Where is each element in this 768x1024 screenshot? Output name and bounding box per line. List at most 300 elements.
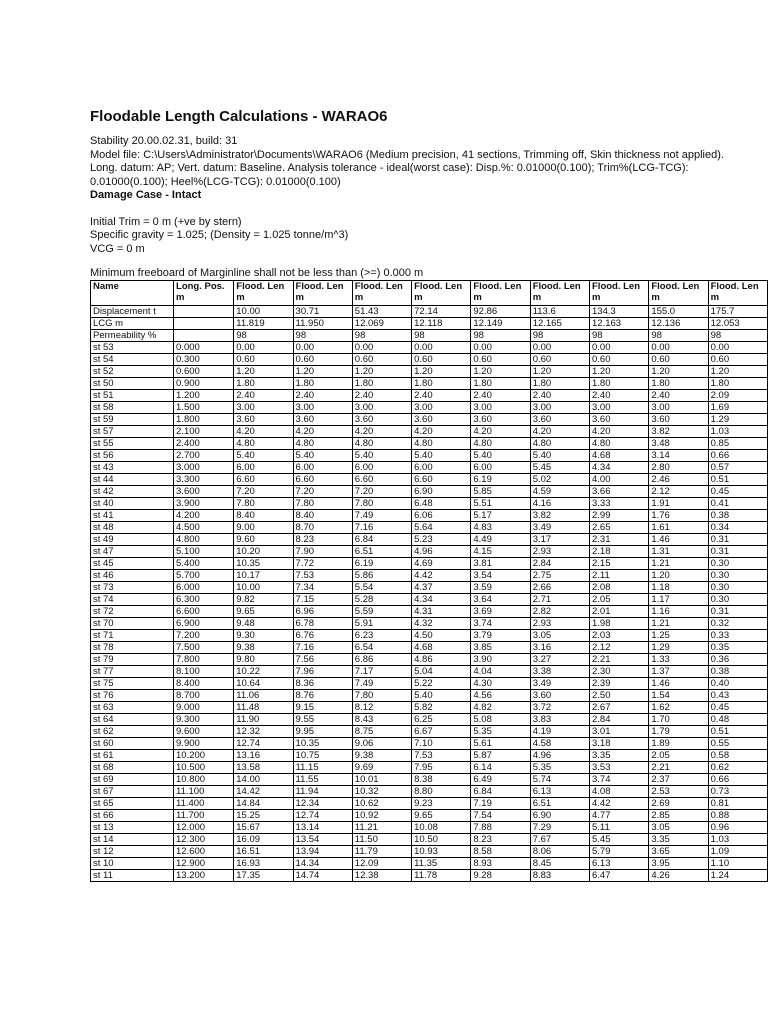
table-cell: 4.31 <box>412 606 471 618</box>
table-cell: 5.85 <box>471 486 530 498</box>
table-cell: 0.38 <box>708 510 767 522</box>
table-cell: 10.00 <box>234 582 293 594</box>
table-cell: 5.45 <box>590 834 649 846</box>
table-cell: 12.32 <box>234 726 293 738</box>
row-name-cell: st 45 <box>91 558 174 570</box>
table-cell: 1.98 <box>590 618 649 630</box>
table-cell: 2.99 <box>590 510 649 522</box>
table-cell: 7.49 <box>352 678 411 690</box>
column-header: Flood. Len m <box>234 281 293 306</box>
table-cell: 2.84 <box>530 558 589 570</box>
table-row <box>91 786 768 798</box>
table-cell: 8.23 <box>293 534 352 546</box>
table-cell: 2.82 <box>530 606 589 618</box>
table-cell: 2.11 <box>590 570 649 582</box>
table-cell: 9.65 <box>234 606 293 618</box>
table-cell: 30.71 <box>293 306 352 318</box>
table-cell: 11.700 <box>174 810 234 822</box>
table-cell: 2.01 <box>590 606 649 618</box>
table-cell: 1.54 <box>649 690 708 702</box>
table-cell: 7.80 <box>234 498 293 510</box>
table-cell: 8.36 <box>293 678 352 690</box>
table-cell: 3.95 <box>649 858 708 870</box>
table-cell: 2.15 <box>590 558 649 570</box>
table-cell: 11.06 <box>234 690 293 702</box>
table-cell: 4.16 <box>530 498 589 510</box>
table-cell: 10.93 <box>412 846 471 858</box>
table-cell: 4.26 <box>649 870 708 882</box>
table-cell: 5.91 <box>352 618 411 630</box>
table-cell: 2.40 <box>590 390 649 402</box>
row-name-cell: st 40 <box>91 498 174 510</box>
table-cell: 5.64 <box>412 522 471 534</box>
table-row <box>91 846 768 858</box>
table-cell: 98 <box>352 330 411 342</box>
table-row <box>91 702 768 714</box>
table-cell: 2.93 <box>530 618 589 630</box>
table-cell: 1.91 <box>649 498 708 510</box>
table-row <box>91 318 768 330</box>
table-cell: 3.72 <box>530 702 589 714</box>
column-header: Flood. Len m <box>530 281 589 306</box>
table-cell: 3.60 <box>530 414 589 426</box>
table-cell: 11.819 <box>234 318 293 330</box>
table-cell: 6.60 <box>234 474 293 486</box>
table-cell: 0.81 <box>708 798 767 810</box>
row-name-cell: st 78 <box>91 642 174 654</box>
table-row <box>91 402 768 414</box>
table-cell: 4.30 <box>471 678 530 690</box>
row-name-cell: st 66 <box>91 810 174 822</box>
table-cell: 6.13 <box>530 786 589 798</box>
table-cell: 1.70 <box>649 714 708 726</box>
table-cell: 6.90 <box>530 810 589 822</box>
table-cell: 134.3 <box>590 306 649 318</box>
table-cell: 2.37 <box>649 774 708 786</box>
table-cell: 2.31 <box>590 534 649 546</box>
table-cell: 4.80 <box>471 438 530 450</box>
table-cell: 0.41 <box>708 498 767 510</box>
table-cell: 2.40 <box>293 390 352 402</box>
table-cell: 4.96 <box>412 546 471 558</box>
table-cell: 7.16 <box>293 642 352 654</box>
table-cell: 0.36 <box>708 654 767 666</box>
table-cell: 1.80 <box>590 378 649 390</box>
row-name-cell: st 56 <box>91 450 174 462</box>
table-cell: 6.00 <box>412 462 471 474</box>
table-cell: 0.55 <box>708 738 767 750</box>
table-cell: 5.17 <box>471 510 530 522</box>
table-cell: 9.65 <box>412 810 471 822</box>
row-name-cell: st 61 <box>91 750 174 762</box>
table-cell: 14.34 <box>293 858 352 870</box>
table-cell: 8.75 <box>352 726 411 738</box>
table-cell: 2.69 <box>649 798 708 810</box>
table-row <box>91 450 768 462</box>
table-cell: 2.71 <box>530 594 589 606</box>
table-cell: 10.62 <box>352 798 411 810</box>
row-name-cell: st 53 <box>91 342 174 354</box>
table-cell: 0.66 <box>708 774 767 786</box>
column-header: Name <box>91 281 174 306</box>
table-cell: 5.02 <box>530 474 589 486</box>
table-cell: 11.15 <box>293 762 352 774</box>
table-cell: 8.93 <box>471 858 530 870</box>
marginline-note: Minimum freeboard of Marginline shall not be less than (>=) 0.000 m <box>90 267 424 279</box>
table-cell: 4.50 <box>412 630 471 642</box>
table-cell: 1.69 <box>708 402 767 414</box>
table-cell: 6.600 <box>174 606 234 618</box>
table-row <box>91 522 768 534</box>
table-cell: 98 <box>530 330 589 342</box>
table-row <box>91 642 768 654</box>
table-cell: 3.74 <box>590 774 649 786</box>
table-body <box>91 306 768 882</box>
table-cell: 5.40 <box>412 450 471 462</box>
table-cell: 9.38 <box>352 750 411 762</box>
table-cell: 8.40 <box>293 510 352 522</box>
table-cell: 4.00 <box>590 474 649 486</box>
row-name-cell: st 69 <box>91 774 174 786</box>
table-cell: 0.45 <box>708 702 767 714</box>
table-cell: 6.13 <box>590 858 649 870</box>
table-cell: 2.50 <box>590 690 649 702</box>
table-cell: 7.34 <box>293 582 352 594</box>
table-row <box>91 654 768 666</box>
table-cell: 1.80 <box>293 378 352 390</box>
table-cell: 4.96 <box>530 750 589 762</box>
table-cell: 4.20 <box>530 426 589 438</box>
table-cell: 7.67 <box>530 834 589 846</box>
table-cell: 5.82 <box>412 702 471 714</box>
table-cell: 7.56 <box>293 654 352 666</box>
table-cell: 5.35 <box>530 762 589 774</box>
table-cell: 0.51 <box>708 474 767 486</box>
table-cell: 9.600 <box>174 726 234 738</box>
table-cell: 0.96 <box>708 822 767 834</box>
table-cell: 5.700 <box>174 570 234 582</box>
table-cell: 12.900 <box>174 858 234 870</box>
row-name-cell: st 44 <box>91 474 174 486</box>
table-cell: 2.40 <box>649 390 708 402</box>
table-cell: 11.950 <box>293 318 352 330</box>
table-row <box>91 510 768 522</box>
table-cell: 12.165 <box>530 318 589 330</box>
table-cell: 51.43 <box>352 306 411 318</box>
table-cell: 1.21 <box>649 558 708 570</box>
row-name-cell: st 11 <box>91 870 174 882</box>
table-cell: 3.53 <box>590 762 649 774</box>
row-name-cell: st 70 <box>91 618 174 630</box>
table-cell: 2.40 <box>530 390 589 402</box>
table-cell: 12.118 <box>412 318 471 330</box>
analysis-info <box>90 135 730 256</box>
table-cell: 7.80 <box>293 498 352 510</box>
table-cell: 4.58 <box>530 738 589 750</box>
table-cell: 98 <box>649 330 708 342</box>
table-row <box>91 810 768 822</box>
stability-version: Stability 20.00.02.31, build: 31 <box>90 135 238 147</box>
table-cell: 6.19 <box>352 558 411 570</box>
table-cell: 1.18 <box>649 582 708 594</box>
table-cell: 12.74 <box>234 738 293 750</box>
table-cell: 7.200 <box>174 630 234 642</box>
table-cell: 4.59 <box>530 486 589 498</box>
table-row <box>91 630 768 642</box>
table-cell: 2.400 <box>174 438 234 450</box>
column-header: Flood. Len m <box>412 281 471 306</box>
table-cell: 98 <box>708 330 767 342</box>
table-cell: 16.93 <box>234 858 293 870</box>
row-name-cell: st 71 <box>91 630 174 642</box>
table-cell: 0.00 <box>234 342 293 354</box>
table-cell: 0.66 <box>708 450 767 462</box>
table-cell: 6.84 <box>471 786 530 798</box>
table-cell: 6.19 <box>471 474 530 486</box>
table-cell: 1.17 <box>649 594 708 606</box>
table-cell: 3.05 <box>649 822 708 834</box>
table-row <box>91 462 768 474</box>
table-cell: 4.80 <box>352 438 411 450</box>
table-cell: 5.28 <box>352 594 411 606</box>
table-cell: 0.60 <box>293 354 352 366</box>
table-cell: 2.08 <box>590 582 649 594</box>
row-name-cell: st 62 <box>91 726 174 738</box>
row-name-cell: st 42 <box>91 486 174 498</box>
table-cell: 3.27 <box>530 654 589 666</box>
table-cell: 3.00 <box>293 402 352 414</box>
table-cell: 5.61 <box>471 738 530 750</box>
table-cell: 4.69 <box>412 558 471 570</box>
table-cell: 2.53 <box>649 786 708 798</box>
table-cell: 2.03 <box>590 630 649 642</box>
row-name-cell: st 75 <box>91 678 174 690</box>
table-cell: 4.80 <box>234 438 293 450</box>
table-cell: 4.80 <box>412 438 471 450</box>
initial-trim: Initial Trim = 0 m (+ve by stern) <box>90 215 242 228</box>
table-cell: 4.80 <box>530 438 589 450</box>
table-cell: 7.96 <box>293 666 352 678</box>
table-cell: 7.20 <box>293 486 352 498</box>
table-cell: 5.54 <box>352 582 411 594</box>
row-name-cell: st 54 <box>91 354 174 366</box>
table-cell: 0.45 <box>708 486 767 498</box>
table-cell: 7.10 <box>412 738 471 750</box>
table-cell: 0.00 <box>649 342 708 354</box>
table-cell: 3.60 <box>293 414 352 426</box>
table-cell: 2.40 <box>352 390 411 402</box>
table-cell: 5.22 <box>412 678 471 690</box>
table-cell: 7.29 <box>530 822 589 834</box>
table-cell: 4.20 <box>412 426 471 438</box>
row-name-cell: st 57 <box>91 426 174 438</box>
column-header: Flood. Len m <box>293 281 352 306</box>
table-cell: 9.28 <box>471 870 530 882</box>
table-cell: 7.53 <box>293 570 352 582</box>
table-cell: 6.23 <box>352 630 411 642</box>
table-cell: 2.18 <box>590 546 649 558</box>
table-cell: 8.45 <box>530 858 589 870</box>
table-cell: 7.19 <box>471 798 530 810</box>
table-cell: 3.83 <box>530 714 589 726</box>
table-row <box>91 390 768 402</box>
table-cell: 0.00 <box>352 342 411 354</box>
table-cell: 10.35 <box>234 558 293 570</box>
column-header: Flood. Len m <box>590 281 649 306</box>
table-cell: 6.90 <box>412 486 471 498</box>
table-cell: 1.20 <box>412 366 471 378</box>
table-cell: 5.79 <box>590 846 649 858</box>
table-cell: 14.84 <box>234 798 293 810</box>
table-cell: 6.60 <box>352 474 411 486</box>
table-cell: 4.32 <box>412 618 471 630</box>
row-name-cell: st 13 <box>91 822 174 834</box>
table-cell: 0.30 <box>708 594 767 606</box>
table-cell: 4.20 <box>590 426 649 438</box>
table-cell: 1.80 <box>708 378 767 390</box>
table-cell: 3.48 <box>649 438 708 450</box>
table-cell: 0.88 <box>708 810 767 822</box>
table-cell: 3.60 <box>590 414 649 426</box>
table-cell: 1.20 <box>530 366 589 378</box>
table-cell: 7.53 <box>412 750 471 762</box>
table-cell: 6.00 <box>471 462 530 474</box>
table-cell: 11.78 <box>412 870 471 882</box>
table-cell: 6.900 <box>174 618 234 630</box>
table-cell: 5.04 <box>412 666 471 678</box>
table-cell: 3.60 <box>352 414 411 426</box>
table-cell: 3.74 <box>471 618 530 630</box>
table-cell: 10.500 <box>174 762 234 774</box>
table-cell: 3.05 <box>530 630 589 642</box>
table-cell: 98 <box>590 330 649 342</box>
table-cell: 14.74 <box>293 870 352 882</box>
row-name-cell: LCG m <box>91 318 174 330</box>
table-cell: 3.00 <box>412 402 471 414</box>
table-cell: 7.16 <box>352 522 411 534</box>
table-cell: 4.20 <box>293 426 352 438</box>
table-cell: 5.51 <box>471 498 530 510</box>
table-row <box>91 330 768 342</box>
table-cell: 10.00 <box>234 306 293 318</box>
row-name-cell: Displacement t <box>91 306 174 318</box>
table-row <box>91 498 768 510</box>
table-cell: 1.46 <box>649 534 708 546</box>
table-cell: 3.600 <box>174 486 234 498</box>
table-cell: 0.300 <box>174 354 234 366</box>
table-row <box>91 534 768 546</box>
table-cell: 12.74 <box>293 810 352 822</box>
row-name-cell: st 47 <box>91 546 174 558</box>
table-cell: 6.300 <box>174 594 234 606</box>
table-row <box>91 834 768 846</box>
table-cell: 2.67 <box>590 702 649 714</box>
table-cell: 3.00 <box>649 402 708 414</box>
table-cell: 98 <box>293 330 352 342</box>
row-name-cell: st 48 <box>91 522 174 534</box>
table-cell: 0.60 <box>352 354 411 366</box>
table-cell: 2.30 <box>590 666 649 678</box>
table-cell: 2.66 <box>530 582 589 594</box>
table-cell: 8.43 <box>352 714 411 726</box>
table-cell: 5.59 <box>352 606 411 618</box>
table-cell: 1.20 <box>649 570 708 582</box>
table-cell: 4.800 <box>174 534 234 546</box>
row-name-cell: st 41 <box>91 510 174 522</box>
table-cell: 0.57 <box>708 462 767 474</box>
table-cell: 175.7 <box>708 306 767 318</box>
table-cell: 12.300 <box>174 834 234 846</box>
table-cell: 3.82 <box>530 510 589 522</box>
table-cell: 12.149 <box>471 318 530 330</box>
table-cell: 2.21 <box>649 762 708 774</box>
row-name-cell: st 59 <box>91 414 174 426</box>
table-row <box>91 678 768 690</box>
table-cell: 3.65 <box>649 846 708 858</box>
table-cell: 5.40 <box>530 450 589 462</box>
table-cell: 2.12 <box>590 642 649 654</box>
table-cell <box>174 318 234 330</box>
table-cell: 3.64 <box>471 594 530 606</box>
table-cell: 4.20 <box>234 426 293 438</box>
table-cell: 11.35 <box>412 858 471 870</box>
table-cell: 2.84 <box>590 714 649 726</box>
table-cell: 3.01 <box>590 726 649 738</box>
table-cell: 1.20 <box>649 366 708 378</box>
table-cell: 4.86 <box>412 654 471 666</box>
table-cell: 5.40 <box>471 450 530 462</box>
table-cell: 16.51 <box>234 846 293 858</box>
table-row <box>91 822 768 834</box>
table-cell: 3.33 <box>590 498 649 510</box>
table-cell: 8.40 <box>234 510 293 522</box>
table-cell: 4.77 <box>590 810 649 822</box>
table-cell: 3.00 <box>471 402 530 414</box>
table-cell: 0.60 <box>530 354 589 366</box>
table-row <box>91 870 768 882</box>
table-cell: 5.400 <box>174 558 234 570</box>
table-cell: 1.20 <box>293 366 352 378</box>
table-cell: 7.500 <box>174 642 234 654</box>
table-cell: 4.08 <box>590 786 649 798</box>
table-cell: 9.55 <box>293 714 352 726</box>
row-name-cell: st 55 <box>91 438 174 450</box>
table-cell: 4.49 <box>471 534 530 546</box>
table-row <box>91 558 768 570</box>
table-cell: 2.05 <box>649 750 708 762</box>
table-cell: 0.31 <box>708 546 767 558</box>
table-cell: 3.17 <box>530 534 589 546</box>
row-name-cell: st 52 <box>91 366 174 378</box>
table-cell: 113.6 <box>530 306 589 318</box>
table-cell: 12.38 <box>352 870 411 882</box>
table-cell: 11.50 <box>352 834 411 846</box>
table-cell: 2.40 <box>471 390 530 402</box>
table-cell: 0.32 <box>708 618 767 630</box>
table-cell: 1.20 <box>590 366 649 378</box>
table-cell: 6.00 <box>234 462 293 474</box>
table-cell: 8.38 <box>412 774 471 786</box>
row-name-cell: st 72 <box>91 606 174 618</box>
table-cell: 5.40 <box>234 450 293 462</box>
table-cell: 1.20 <box>352 366 411 378</box>
table-cell: 14.42 <box>234 786 293 798</box>
table-cell: 14.00 <box>234 774 293 786</box>
table-row <box>91 738 768 750</box>
table-cell: 4.19 <box>530 726 589 738</box>
table-row <box>91 414 768 426</box>
table-cell: 6.49 <box>471 774 530 786</box>
